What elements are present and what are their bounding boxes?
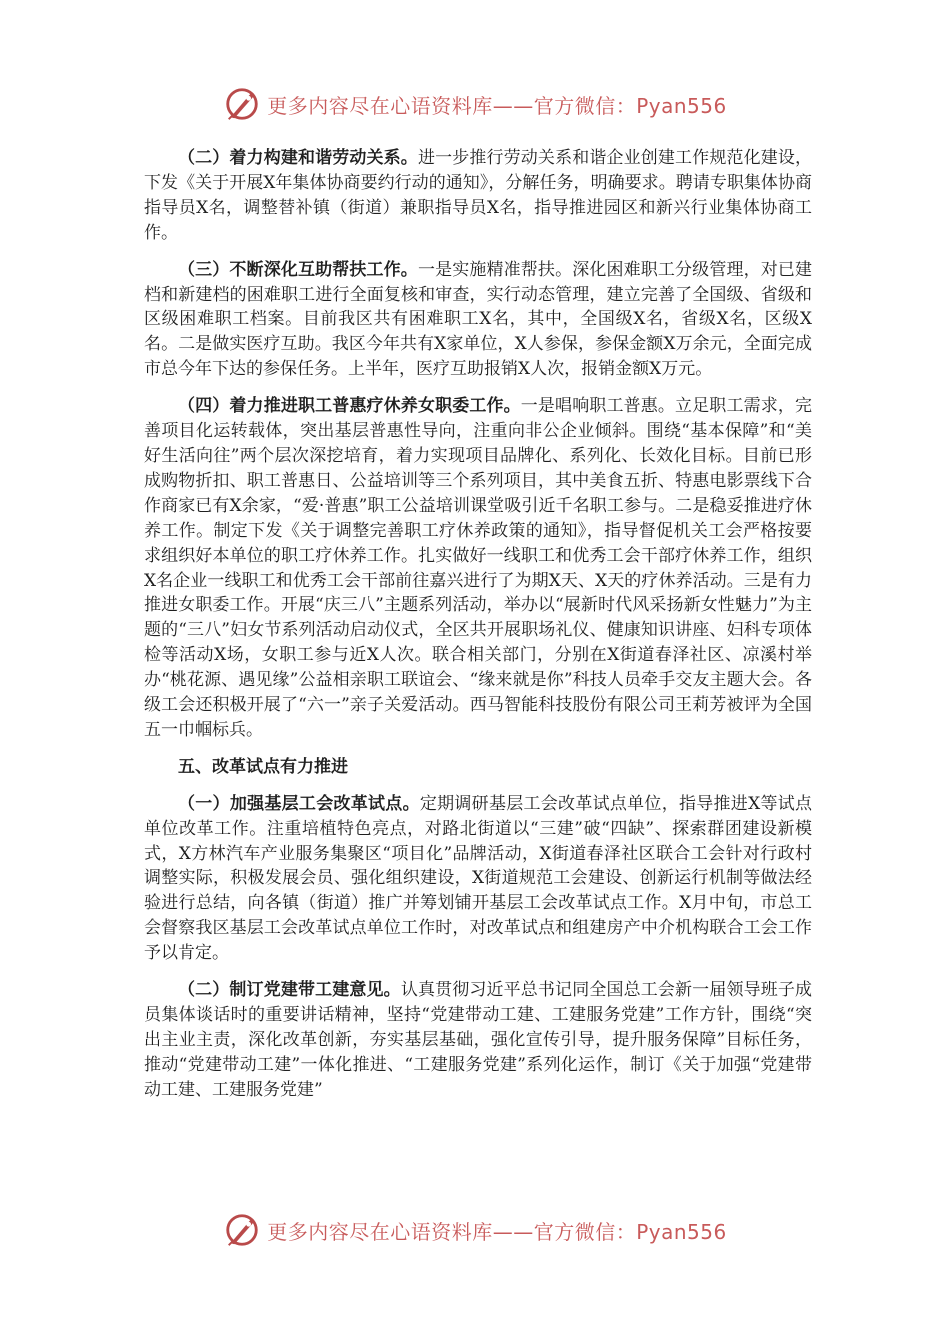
paragraph-text: 一是实施精准帮扶。深化困难职工分级管理，对已建档和新建档的困难职工进行全面复核和审查，实行动态管理，建立完善了全国级、省级和区级困难职工档案。目前我区共有困难职工X名，其中，全国级X名，省级X名，区级X名。二是做实医疗互助。我区今年共有X家单位，X人参保，参保金额X万余元，全面完成市总今年下达的参保任务。上半年，医疗互助报销X人次，报销金额X万元。 <box>144 259 813 380</box>
paragraph-labor-relations <box>144 146 812 246</box>
paragraph-reform-pilot <box>144 792 812 966</box>
paragraph-text: 认真贯彻习近平总书记同全国总工会新一届领导班子成员集体谈话时的重要讲话精神，坚持“党建带动工建、工建服务党建”工作方针，围绕“突出主业主责，深化改革创新，夯实基层基础，强化宣传引导，提升服务保障”目标任务，推动“党建带动工建”一体化推进、“工建服务党建”系列化运作，制订《关于加强“党建带动工建、工建服务党建” <box>144 980 813 1100</box>
paragraph-welfare-women <box>144 394 812 743</box>
header-banner <box>0 84 950 124</box>
paragraph-text: 进一步推行劳动关系和谐企业创建工作规范化建设，下发《关于开展X年集体协商要约行动的通知》，分解任务，明确要求。聘请专职集体协商指导员X名，调整替补镇（街道）兼职指导员X名，指导推进园区和新兴行业集体协商工作。 <box>144 148 813 243</box>
quill-seal-icon <box>223 1211 261 1249</box>
quill-seal-icon <box>223 85 261 123</box>
paragraph-text: 一是唱响职工普惠。立足职工需求，完善项目化运转载体，突出基层普惠性导向，注重向非公企业倾斜。围绕“基本保障”和“美好生活向往”两个层次深挖培育，着力实现项目品牌化、系列化、长效化目标。目前已形成购物折扣、职工普惠日、公益培训等三个系列项目，其中美食五折、特惠电影票线下合作商家已有X余家，“爱·普惠”职工公益培训课堂吸引近千名职工参与。二是稳妥推进疗休养工作。制定下发《关于调整完善职工疗休养政策的通知》，指导督促机关工会严格按要求组织好本单位的职工疗休养工作。扎实做好一线职工和优秀工会干部疗休养工作，组织X名企业一线职工和优秀工会干部前往嘉兴进行了为期X天、X天的疗休养活动。三是有力推进女职委工作。开展“庆三八”主题系列活动，举办以“展新时代风采扬新女性魅力”为主题的“三八”妇女节系列活动启动仪式，全区共开展职场礼仪、健康知识讲座、妇科专项体检等活动X场，女职工参与近X人次。联合相关部门，分别在X街道春泽社区、凉溪村举办“桃花源、遇见缘”公益相亲职工联谊会、“缘来就是你”科技人员牵手交友主题大会。各级工会还积极开展了“六一”亲子关爱活动。西马智能科技股份有限公司王莉芳被评为全国五一巾帼标兵。 <box>144 396 813 740</box>
section-heading: 五、改革试点有力推进 <box>178 756 348 777</box>
footer-banner <box>0 1210 950 1250</box>
paragraph-text: 定期调研基层工会改革试点单位，指导推进X等试点单位改革工作。注重培植特色亮点，对路北街道以“三建”破“四缺”、探索群团建设新模式，X方林汽车产业服务集聚区“项目化”品牌活动，X街道春泽社区联合工会针对行政村调整实际，积极发展会员、强化组织建设，X街道规范工会建设、创新运行机制等做法经验进行总结，向各镇（街道）推广并筹划铺开基层工会改革试点工作。X月中旬，市总工会督察我区基层工会改革试点单位工作时，对改革试点和组建房产中介机构联合工会工作予以肯定。 <box>144 793 813 964</box>
footer-banner-text: 更多内容尽在心语资料库——官方微信：Pyan556 <box>267 1219 727 1244</box>
paragraph-lead: （四）着力推进职工普惠疗休养女职委工作。 <box>178 396 521 417</box>
paragraph-party-building <box>144 978 812 1103</box>
paragraph-lead: （二）制订党建带工建意见。 <box>178 980 401 1001</box>
header-banner-text: 更多内容尽在心语资料库——官方微信：Pyan556 <box>267 93 727 118</box>
paragraph-lead: （一）加强基层工会改革试点。 <box>178 793 420 814</box>
paragraph-lead: （二）着力构建和谐劳动关系。 <box>178 148 418 168</box>
paragraph-mutual-aid <box>144 258 812 383</box>
document-body <box>144 146 812 1115</box>
paragraph-lead: （三）不断深化互助帮扶工作。 <box>178 259 418 280</box>
